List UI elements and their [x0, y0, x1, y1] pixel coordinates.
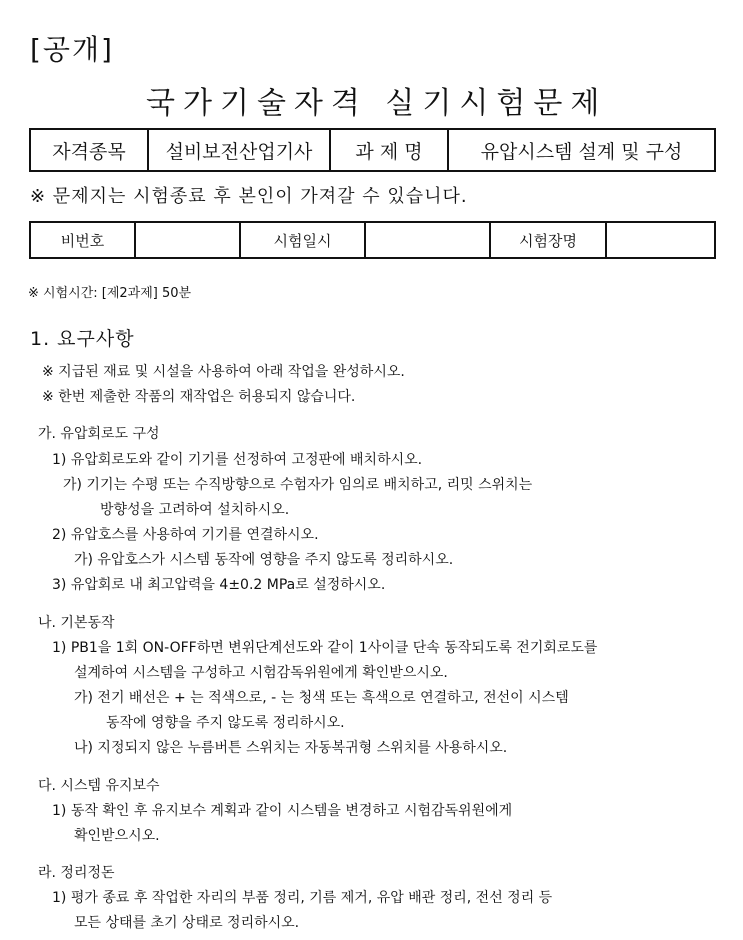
- subsection-title: 다. 시스템 유지보수: [38, 778, 160, 794]
- number-value[interactable]: [135, 222, 240, 258]
- requirement-line: 방향성을 고려하여 설치하시오.: [100, 502, 290, 518]
- requirement-line: 1) 동작 확인 후 유지보수 계획과 같이 시스템을 변경하고 시험감독위원에게: [52, 803, 513, 819]
- requirement-line: 동작에 영향을 주지 않도록 정리하시오.: [106, 715, 345, 731]
- note-item: ※ 한번 제출한 작품의 재작업은 허용되지 않습니다.: [42, 389, 356, 405]
- task-value: 유압시스템 설계 및 구성: [448, 129, 715, 171]
- requirement-line: 3) 유압회로 내 최고압력을 4±0.2 MPa로 설정하시오.: [52, 577, 386, 593]
- place-value[interactable]: [606, 222, 715, 258]
- task-label: 과 제 명: [330, 129, 448, 171]
- requirement-line: 2) 유압호스를 사용하여 기기를 연결하시오.: [52, 527, 319, 543]
- requirement-line: 가) 유압호스가 시스템 동작에 영향을 주지 않도록 정리하시오.: [74, 552, 454, 568]
- qualification-info-table: [29, 128, 716, 172]
- date-value[interactable]: [365, 222, 490, 258]
- requirement-line: 가) 기기는 수평 또는 수직방향으로 수험자가 임의로 배치하고, 리밋 스위치는: [63, 477, 533, 493]
- requirement-line: 1) PB1을 1회 ON-OFF하면 변위단계선도와 같이 1사이클 단속 동작되도록 전기회로도를: [52, 640, 598, 656]
- requirement-line: 나) 지정되지 않은 누름버튼 스위치는 자동복귀형 스위치를 사용하시오.: [74, 740, 508, 756]
- place-label: 시험장명: [490, 222, 606, 258]
- public-label: [공개]: [30, 33, 114, 66]
- exam-time: ※ 시험시간: [제2과제] 50분: [28, 286, 192, 301]
- notice-text: ※ 문제지는 시험종료 후 본인이 가져갈 수 있습니다.: [30, 186, 468, 207]
- subsection-title: 가. 유압회로도 구성: [38, 426, 160, 442]
- section-title: 1. 요구사항: [30, 328, 135, 350]
- subsection-title: 라. 정리정돈: [38, 865, 115, 881]
- subsection-title: 나. 기본동작: [38, 615, 115, 631]
- requirement-line: 모든 상태를 초기 상태로 정리하시오.: [74, 915, 300, 931]
- page-title: 국가기술자격 실기시험문제: [146, 86, 608, 121]
- requirement-line: 1) 유압회로도와 같이 기기를 선정하여 고정판에 배치하시오.: [52, 452, 423, 468]
- requirement-line: 1) 평가 종료 후 작업한 자리의 부품 정리, 기름 제거, 유압 배관 정리, 전선 정리 등: [52, 890, 553, 906]
- field-label: 자격종목: [30, 129, 148, 171]
- note-item: ※ 지급된 재료 및 시설을 사용하여 아래 작업을 완성하시오.: [42, 364, 405, 380]
- date-label: 시험일시: [240, 222, 365, 258]
- exam-id-table: [29, 221, 716, 259]
- requirement-line: 가) 전기 배선은 + 는 적색으로, - 는 청색 또는 흑색으로 연결하고, 전선이 시스템: [74, 690, 569, 706]
- field-value: 설비보전산업기사: [148, 129, 330, 171]
- number-label: 비번호: [30, 222, 135, 258]
- requirement-line: 설계하여 시스템을 구성하고 시험감독위원에게 확인받으시오.: [74, 665, 448, 681]
- requirement-line: 확인받으시오.: [74, 828, 160, 844]
